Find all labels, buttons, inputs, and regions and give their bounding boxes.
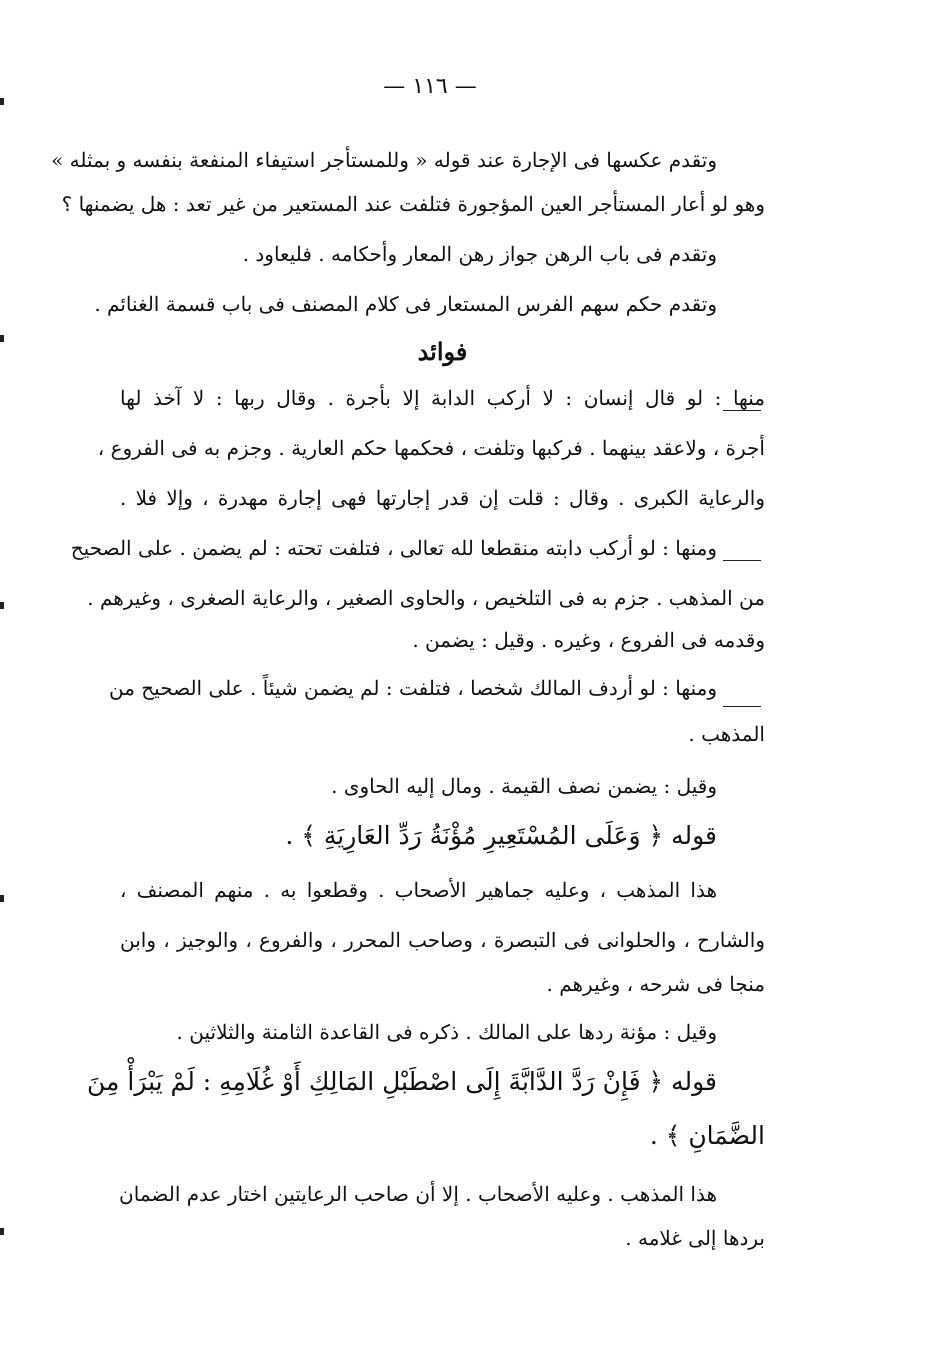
text-line: وهو لو أعار المستأجر العين المؤجورة فتلفت عند المستعير من غير تعد : هل يضمنها ؟ [61,192,765,216]
text-line: منها : لو قال إنسان : لا أركب الدابة إلا بأجرة . وقال ربها : لا آخذ لها [120,386,765,410]
scan-mark [0,895,4,902]
section-heading: فوائد [417,337,468,366]
scan-mark [0,335,4,342]
text-line: هذا المذهب . وعليه الأصحاب . إلا أن صاحب الرعايتين اختار عدم الضمان [119,1182,717,1206]
quoted-text-line: قوله ﴿ وَعَلَى المُسْتَعِيرِ مُؤْنَةُ رَدِّ العَارِيَةِ ﴾ . [285,821,717,850]
text-line: وقيل : يضمن نصف القيمة . ومال إليه الحاوى . [331,774,717,798]
text-line: وقدمه فى الفروع ، وغيره . وقيل : يضمن . [412,628,765,652]
text-line: والرعاية الكبرى . وقال : قلت إن قدر إجارتها فهى إجارة مهدرة ، وإلا فلا . [120,486,765,510]
text-line: هذا المذهب ، وعليه جماهير الأصحاب . وقطعوا به . منهم المصنف ، [120,878,717,902]
underline-mark [723,560,761,561]
text-line: وتقدم فى باب الرهن جواز رهن المعار وأحكامه . فليعاود . [242,242,717,266]
quoted-text-line: قوله ﴿ فَإِنْ رَدَّ الدَّابَّةَ إِلَى اصْطَبْلِ المَالِكِ أَوْ غُلَامِهِ : لَمْ يَبْرَأْ مِنَ [87,1067,717,1096]
underline-mark [723,410,761,411]
text-line: ومنها : لو أردف المالك شخصا ، فتلفت : لم يضمن شيئاً . على الصحيح من [108,676,717,700]
text-line: من المذهب . جزم به فى التلخيص ، والحاوى الصغير ، والرعاية الصغرى ، وغيرهم . [87,586,765,610]
page-number: — ١١٦ — [383,74,477,99]
scan-mark [0,602,4,609]
quoted-text-line: الضَّمَانِ ﴾ . [649,1121,765,1150]
text-line: وتقدم عكسها فى الإجارة عند قوله « وللمستأجر استيفاء المنفعة بنفسه و بمثله » [51,148,717,172]
text-line: والشارح ، والحلوانى فى التبصرة ، وصاحب المحرر ، والفروع ، والوجيز ، وابن [120,928,765,952]
text-line: منجا فى شرحه ، وغيرهم . [546,972,765,996]
text-line: بردها إلى غلامه . [625,1226,765,1250]
underline-mark [723,706,761,707]
scan-mark [0,1228,4,1235]
text-line: وقيل : مؤنة ردها على المالك . ذكره فى القاعدة الثامنة والثلاثين . [176,1020,717,1044]
text-line: وتقدم حكم سهم الفرس المستعار فى كلام المصنف فى باب قسمة الغنائم . [94,292,717,316]
text-line: المذهب . [688,722,765,746]
scan-mark [0,98,4,105]
text-line: أجرة ، ولاعقد بينهما . فركبها وتلفت ، فحكمها حكم العارية . وجزم به فى الفروع ، [97,436,765,460]
text-line: ومنها : لو أركب دابته منقطعا لله تعالى ، فتلفت تحته : لم يضمن . على الصحيح [70,536,717,560]
